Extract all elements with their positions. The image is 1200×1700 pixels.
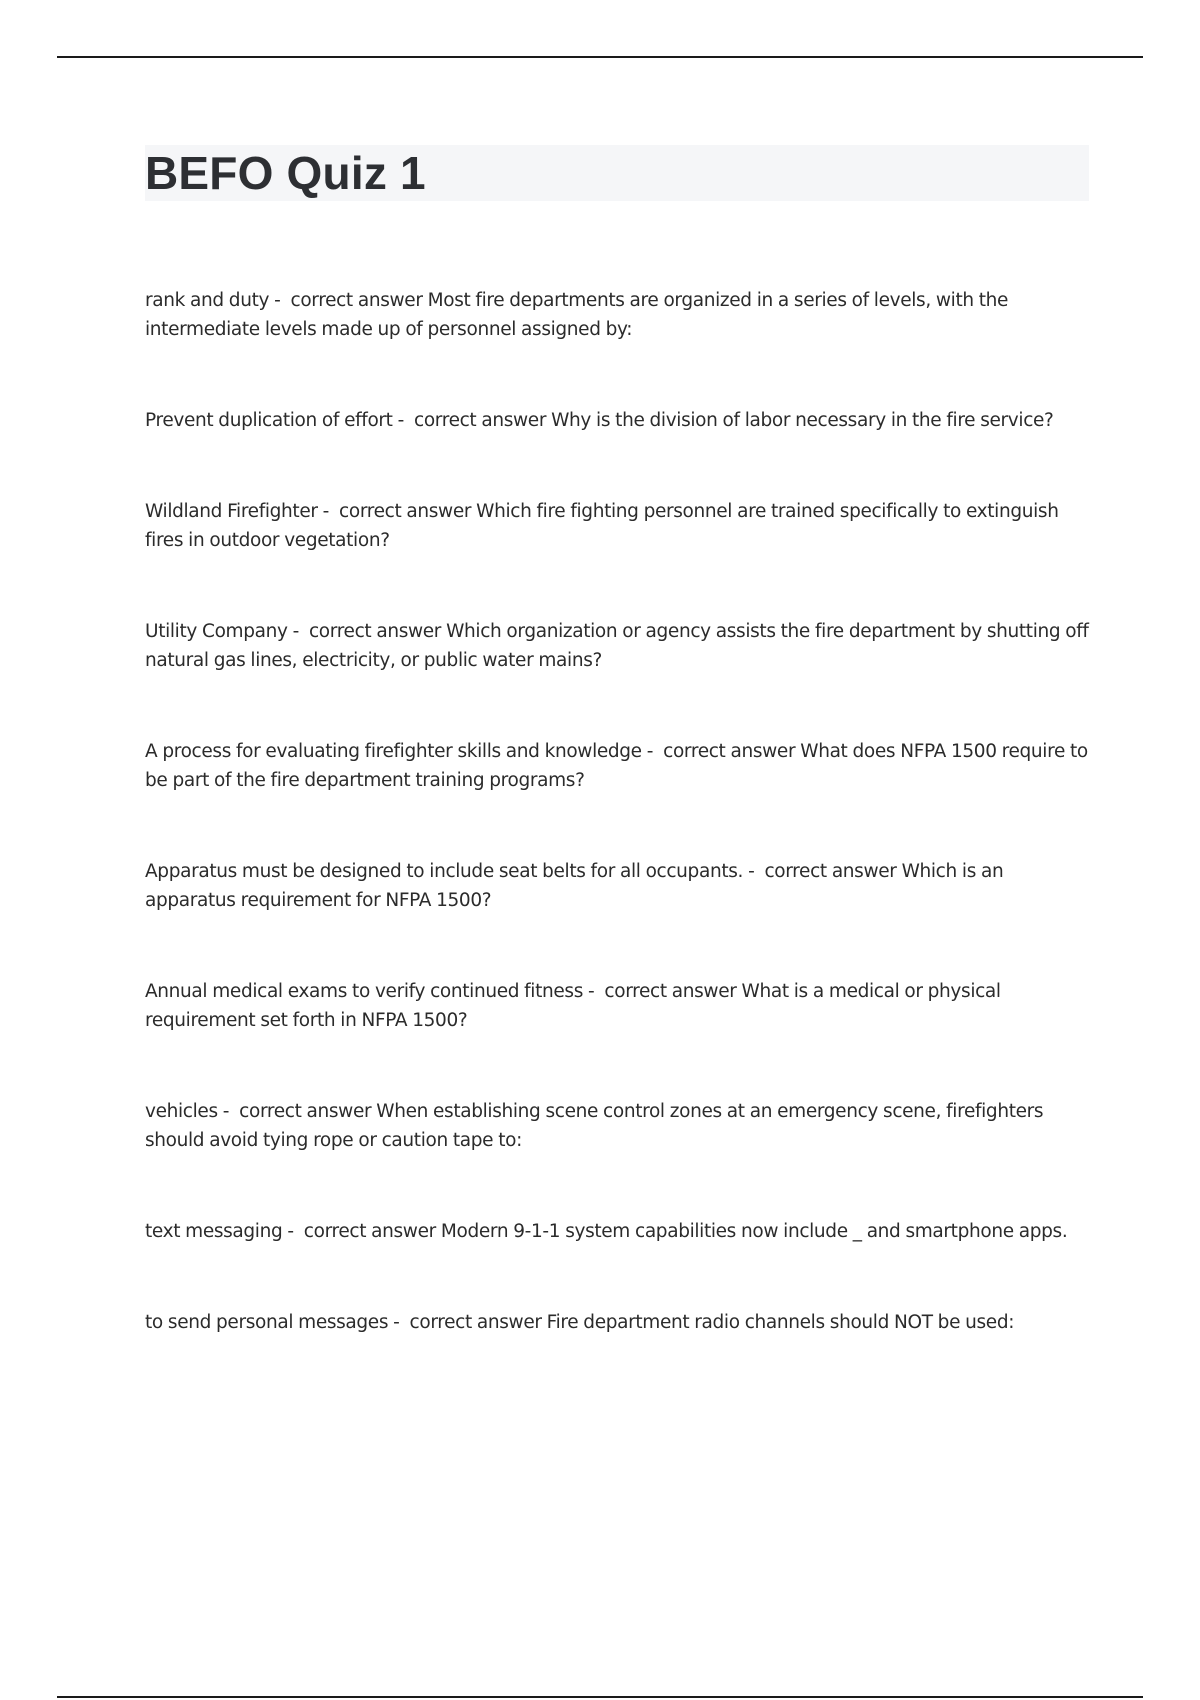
qa-separator: - correct answer [583, 981, 742, 1002]
qa-separator: - correct answer [388, 1312, 547, 1333]
qa-answer: Annual medical exams to verify continued fitness [145, 981, 583, 1002]
qa-separator: - correct answer [282, 1221, 441, 1242]
qa-separator: - correct answer [641, 741, 801, 762]
qa-separator: - correct answer [392, 410, 552, 431]
qa-question: What is a medical or physical requirement set forth in NFPA 1500? [145, 981, 1001, 1031]
qa-question: Why is the division of labor necessary in the fire service? [551, 410, 1054, 431]
qa-item [145, 497, 1090, 555]
qa-question: When establishing scene control zones at an emergency scene, firefighters should avoid tying rope or caution tape to: [145, 1101, 1044, 1151]
qa-list [145, 286, 1090, 1399]
qa-separator: - correct answer [217, 1101, 377, 1122]
qa-question: Which organization or agency assists the fire department by shutting off natural gas lines, electricity, or public water mains? [145, 621, 1089, 671]
qa-separator: - correct answer [743, 861, 902, 882]
qa-item [145, 406, 1090, 435]
bottom-rule [57, 1696, 1143, 1698]
qa-answer: Apparatus must be designed to include seat belts for all occupants. [145, 861, 744, 882]
qa-answer: A process for evaluating firefighter skills and knowledge [145, 741, 642, 762]
qa-item [145, 1217, 1090, 1246]
top-rule [57, 56, 1143, 58]
qa-item [145, 977, 1090, 1035]
qa-question: Which fire fighting personnel are trained specifically to extinguish fires in outdoor vegetation? [145, 501, 1059, 551]
qa-item [145, 857, 1090, 915]
qa-answer: Prevent duplication of effort [145, 410, 393, 431]
qa-answer: rank and duty [145, 290, 270, 311]
document-title: BEFO Quiz 1 [145, 147, 426, 199]
qa-separator: - correct answer [287, 621, 447, 642]
qa-question: Modern 9-1-1 system capabilities now include _ and smartphone apps. [440, 1221, 1068, 1242]
qa-separator: - correct answer [317, 501, 477, 522]
qa-question: Most fire departments are organized in a series of levels, with the intermediate levels made up of personnel assigned by: [145, 290, 1009, 340]
qa-item [145, 1097, 1090, 1155]
qa-item [145, 617, 1090, 675]
qa-answer: text messaging [145, 1221, 283, 1242]
qa-question: Which is an apparatus requirement for NFPA 1500? [145, 861, 1004, 911]
qa-answer: vehicles [145, 1101, 218, 1122]
qa-item [145, 286, 1090, 344]
qa-question: What does NFPA 1500 require to be part of the fire department training programs? [145, 741, 1088, 791]
qa-answer: Wildland Firefighter [145, 501, 318, 522]
qa-answer: Utility Company [145, 621, 288, 642]
qa-item [145, 1308, 1090, 1337]
qa-separator: - correct answer [269, 290, 428, 311]
qa-item [145, 737, 1090, 795]
qa-question: Fire department radio channels should NOT be used: [546, 1312, 1015, 1333]
qa-answer: to send personal messages [145, 1312, 389, 1333]
